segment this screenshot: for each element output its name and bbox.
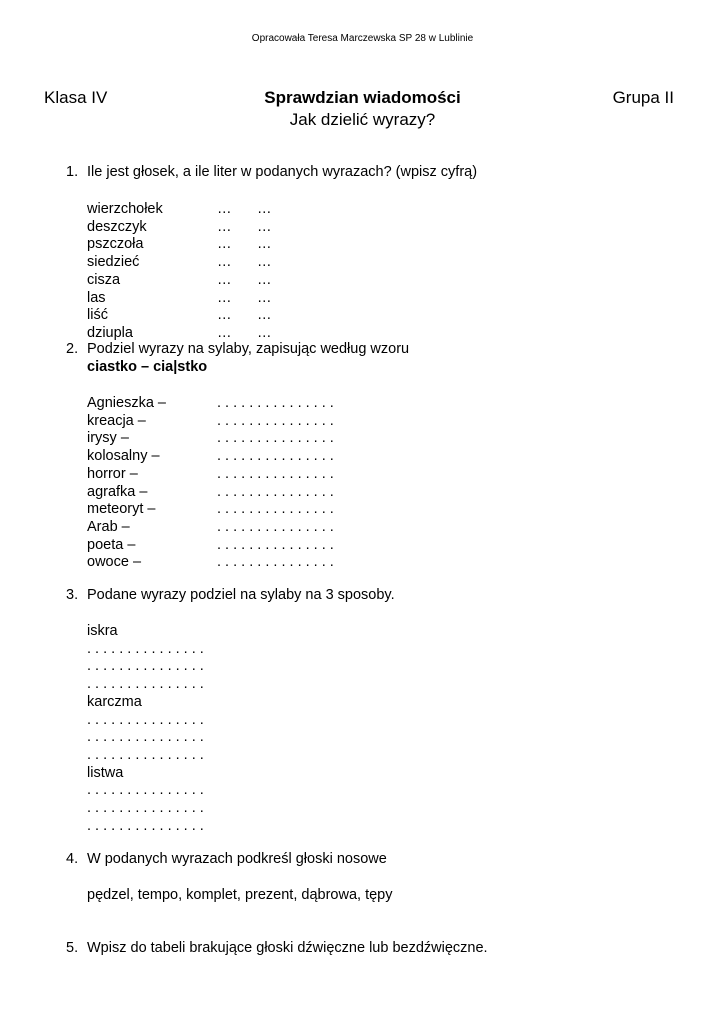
question-4: [66, 851, 387, 867]
question-text: Podane wyrazy podziel na sylaby na 3 sposoby.: [87, 587, 395, 603]
list-item: [87, 200, 272, 218]
word: irysy –: [87, 430, 129, 447]
list-item: [87, 429, 334, 447]
page-title: Sprawdzian wiadomości: [264, 88, 461, 107]
word: poeta –: [87, 536, 136, 553]
sound-count-blank[interactable]: …: [217, 289, 232, 306]
list-item: [87, 553, 334, 571]
answer-dots[interactable]: . . . . . . . . . . . . . . .: [217, 554, 334, 571]
word: iskra: [87, 623, 118, 639]
list-item: [87, 500, 334, 518]
word: dziupla: [87, 324, 133, 341]
word: owoce –: [87, 554, 142, 571]
list-item: [87, 253, 272, 271]
word: cisza: [87, 271, 121, 288]
answer-dots[interactable]: . . . . . . . . . . . . . . .: [87, 711, 204, 728]
list-item: [87, 306, 272, 324]
list-item: [87, 235, 272, 253]
list-item: [87, 412, 334, 430]
question-number: 2.: [66, 341, 79, 357]
sound-count-blank[interactable]: …: [217, 218, 232, 235]
sound-count-blank[interactable]: …: [217, 201, 232, 217]
list-item: [87, 536, 334, 554]
nasal-words: pędzel, tempo, komplet, prezent, dąbrowa, tępy: [87, 887, 393, 903]
answer-dots[interactable]: . . . . . . . . . . . . . . .: [217, 536, 334, 553]
question-3: [66, 587, 395, 603]
answer-dots[interactable]: . . . . . . . . . . . . . . .: [217, 430, 334, 447]
list-item: [87, 447, 334, 465]
letter-count-blank[interactable]: …: [257, 289, 272, 306]
letter-count-blank[interactable]: …: [257, 271, 272, 288]
question-number: 4.: [66, 851, 79, 867]
letter-count-blank[interactable]: …: [257, 218, 272, 235]
list-item: [87, 394, 334, 412]
answer-dots[interactable]: . . . . . . . . . . . . . . .: [87, 782, 204, 799]
word: las: [87, 289, 106, 306]
answer-dots[interactable]: . . . . . . . . . . . . . . .: [87, 676, 204, 693]
letter-count-blank[interactable]: …: [257, 324, 272, 341]
question-number: 5.: [66, 940, 79, 956]
word: meteoryt –: [87, 501, 156, 518]
answer-dots[interactable]: . . . . . . . . . . . . . . .: [217, 412, 334, 429]
sound-count-blank[interactable]: …: [217, 307, 232, 324]
question-number: 3.: [66, 587, 79, 603]
question-text: Ile jest głosek, a ile liter w podanych wyrazach? (wpisz cyfrą): [87, 164, 478, 180]
list-item: [87, 483, 334, 501]
word: horror –: [87, 465, 138, 482]
sound-count-blank[interactable]: …: [217, 254, 232, 271]
question-number: 1.: [66, 164, 79, 180]
answer-dots[interactable]: . . . . . . . . . . . . . . .: [217, 518, 334, 535]
answer-dots[interactable]: . . . . . . . . . . . . . . .: [87, 800, 204, 816]
list-item: [87, 465, 334, 483]
answer-dots[interactable]: . . . . . . . . . . . . . . .: [87, 746, 204, 763]
question-2: [66, 341, 409, 357]
question-text: Wpisz do tabeli brakujące głoski dźwięczne lub bezdźwięczne.: [87, 940, 488, 956]
answer-dots[interactable]: . . . . . . . . . . . . . . .: [217, 483, 334, 500]
word: karczma: [87, 693, 142, 710]
class-label: Klasa IV: [44, 88, 108, 107]
word: kolosalny –: [87, 448, 160, 465]
answer-dots[interactable]: . . . . . . . . . . . . . . .: [217, 465, 334, 482]
word: Arab –: [87, 518, 130, 535]
letter-count-blank[interactable]: …: [257, 254, 272, 271]
sound-count-blank[interactable]: …: [217, 236, 232, 253]
word: Agnieszka –: [87, 395, 166, 411]
page-subtitle: Jak dzielić wyrazy?: [289, 110, 436, 129]
answer-dots[interactable]: . . . . . . . . . . . . . . .: [217, 448, 334, 465]
letter-count-blank[interactable]: …: [257, 307, 272, 324]
question-text: W podanych wyrazach podkreśl głoski nosowe: [87, 851, 387, 867]
answer-dots[interactable]: . . . . . . . . . . . . . . .: [217, 501, 334, 518]
word: siedzieć: [87, 254, 140, 271]
word: pszczoła: [87, 236, 144, 253]
question-text: Podziel wyrazy na sylaby, zapisując według wzoru: [87, 341, 410, 357]
word: wierzchołek: [87, 201, 163, 217]
sound-count-blank[interactable]: …: [217, 271, 232, 288]
list-item: [87, 518, 334, 536]
sound-count-blank[interactable]: …: [217, 324, 232, 341]
answer-dots[interactable]: . . . . . . . . . . . . . . .: [87, 640, 204, 657]
word: liść: [87, 307, 108, 324]
answer-dots[interactable]: . . . . . . . . . . . . . . .: [87, 817, 204, 834]
list-item: [87, 289, 272, 307]
list-item: [87, 218, 272, 236]
question-5: [66, 940, 488, 956]
question-1: [66, 164, 477, 180]
list-item: [87, 271, 272, 289]
answer-dots[interactable]: . . . . . . . . . . . . . . .: [87, 729, 204, 746]
word: agrafka –: [87, 483, 148, 500]
list-item: [87, 324, 272, 342]
word: kreacja –: [87, 412, 146, 429]
word: deszczyk: [87, 218, 147, 235]
letter-count-blank[interactable]: …: [257, 201, 272, 217]
answer-dots[interactable]: . . . . . . . . . . . . . . .: [217, 395, 334, 411]
page-header: Opracowała Teresa Marczewska SP 28 w Lublinie: [251, 33, 474, 44]
group-label: Grupa II: [612, 88, 674, 107]
answer-dots[interactable]: . . . . . . . . . . . . . . .: [87, 658, 204, 675]
word: listwa: [87, 764, 124, 781]
syllable-example: ciastko – cia|stko: [87, 359, 208, 375]
letter-count-blank[interactable]: …: [257, 236, 272, 253]
